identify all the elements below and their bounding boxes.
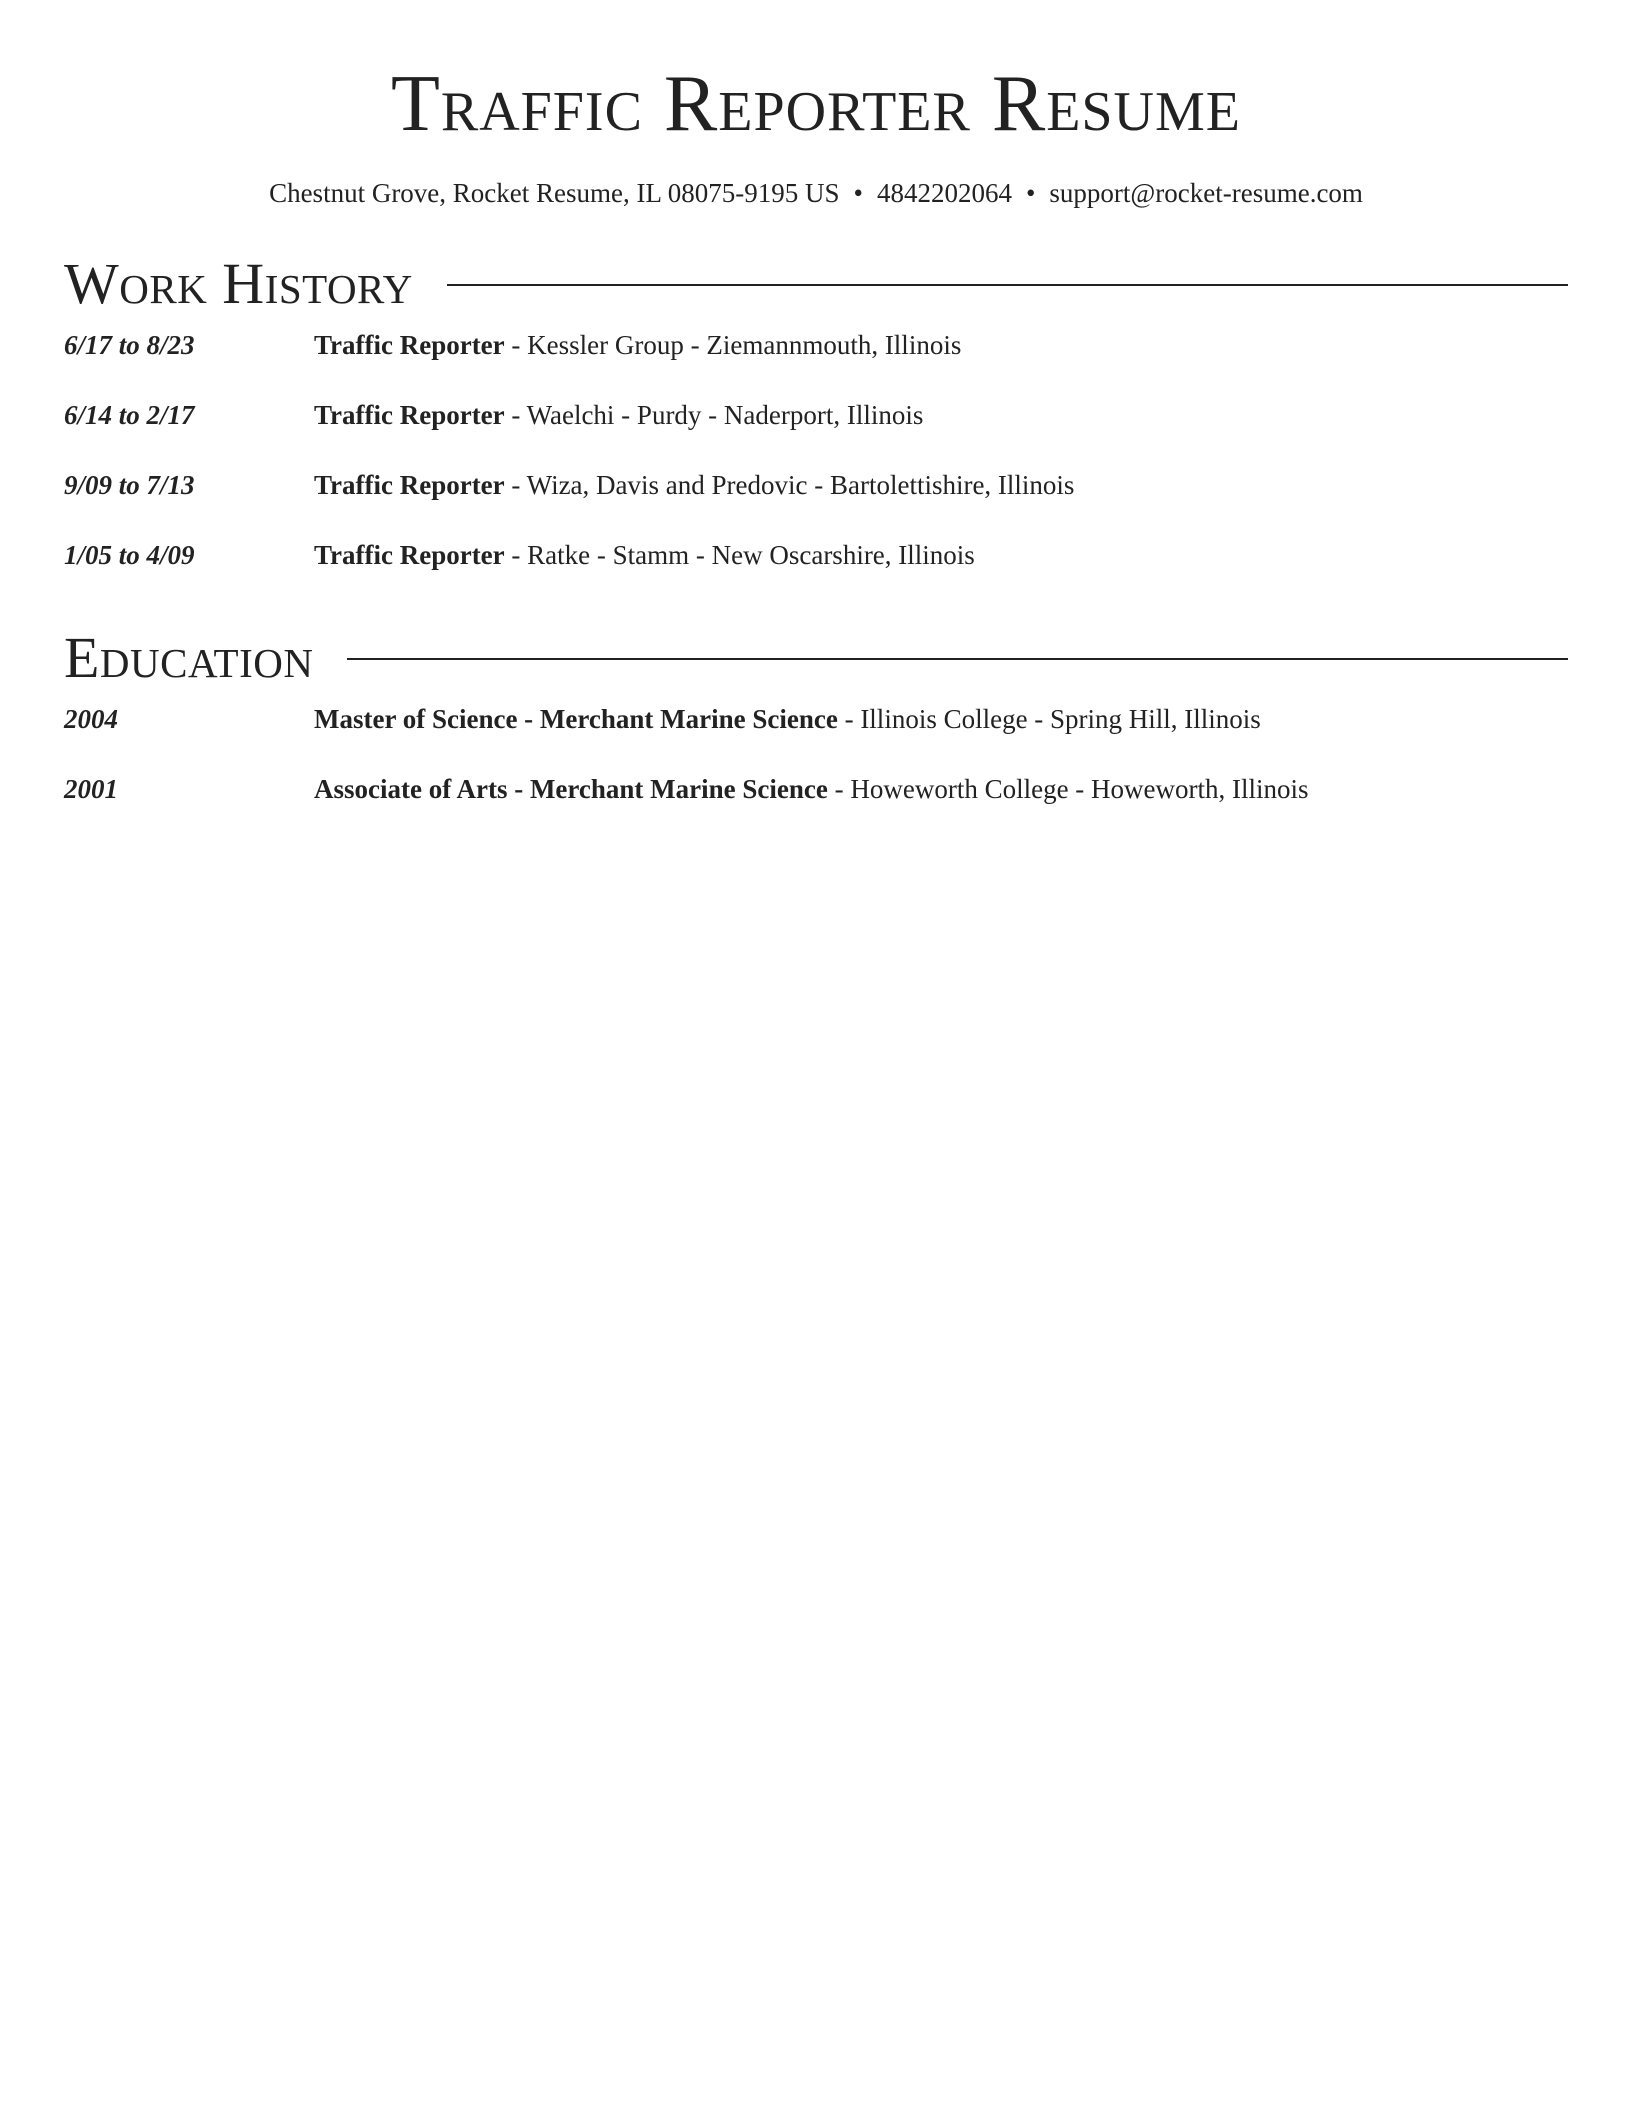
- contact-phone: 4842202064: [876, 178, 1012, 208]
- section-title: Work History: [64, 251, 413, 316]
- contact-separator: •: [853, 178, 863, 208]
- entry-title: Associate of Arts - Merchant Marine Science: [314, 774, 828, 804]
- education-section: [64, 626, 1568, 842]
- contact-address: Chestnut Grove, Rocket Resume, IL 08075-9195 US: [269, 178, 840, 208]
- entry-title: Traffic Reporter: [314, 400, 505, 430]
- entry-description: [314, 538, 975, 572]
- entry-title: Traffic Reporter: [314, 540, 505, 570]
- section-title: Education: [64, 625, 314, 690]
- work-history-list: [64, 328, 1568, 608]
- page-title: Traffic Reporter Resume: [390, 60, 1241, 148]
- section-divider: [347, 658, 1568, 660]
- education-entry: [64, 702, 1568, 772]
- entry-title: Master of Science - Merchant Marine Science: [314, 704, 838, 734]
- education-list: [64, 702, 1568, 842]
- entry-description: [314, 398, 923, 432]
- entry-details: - Illinois College - Spring Hill, Illinois: [837, 704, 1261, 734]
- entry-details: - Kessler Group - Ziemannmouth, Illinois: [504, 330, 962, 360]
- education-entry: [64, 772, 1568, 842]
- entry-date: 6/17 to 8/23: [64, 330, 195, 360]
- section-header: [64, 252, 1568, 316]
- entry-date: 2004: [64, 704, 118, 734]
- entry-title: Traffic Reporter: [314, 470, 505, 500]
- contact-email: support@rocket-resume.com: [1049, 178, 1363, 208]
- work-entry: [64, 538, 1568, 608]
- entry-date: 1/05 to 4/09: [64, 540, 195, 570]
- entry-description: [314, 468, 1074, 502]
- entry-date: 6/14 to 2/17: [64, 400, 195, 430]
- work-entry: [64, 328, 1568, 398]
- entry-description: [314, 328, 961, 362]
- contact-separator: •: [1025, 178, 1036, 208]
- entry-description: [314, 772, 1309, 806]
- entry-details: - Wiza, Davis and Predovic - Bartolettishire, Illinois: [504, 470, 1075, 500]
- entry-title: Traffic Reporter: [314, 330, 505, 360]
- section-header: [64, 626, 1568, 690]
- work-entry: [64, 398, 1568, 468]
- entry-details: - Waelchi - Purdy - Naderport, Illinois: [504, 400, 924, 430]
- work-entry: [64, 468, 1568, 538]
- work-history-section: [64, 252, 1568, 608]
- entry-date: 2001: [64, 774, 118, 804]
- entry-details: - Howeworth College - Howeworth, Illinois: [827, 774, 1309, 804]
- entry-details: - Ratke - Stamm - New Oscarshire, Illinois: [504, 540, 975, 570]
- contact-line: [64, 176, 1568, 210]
- entry-date: 9/09 to 7/13: [64, 470, 195, 500]
- entry-description: [314, 702, 1261, 736]
- section-divider: [447, 284, 1568, 286]
